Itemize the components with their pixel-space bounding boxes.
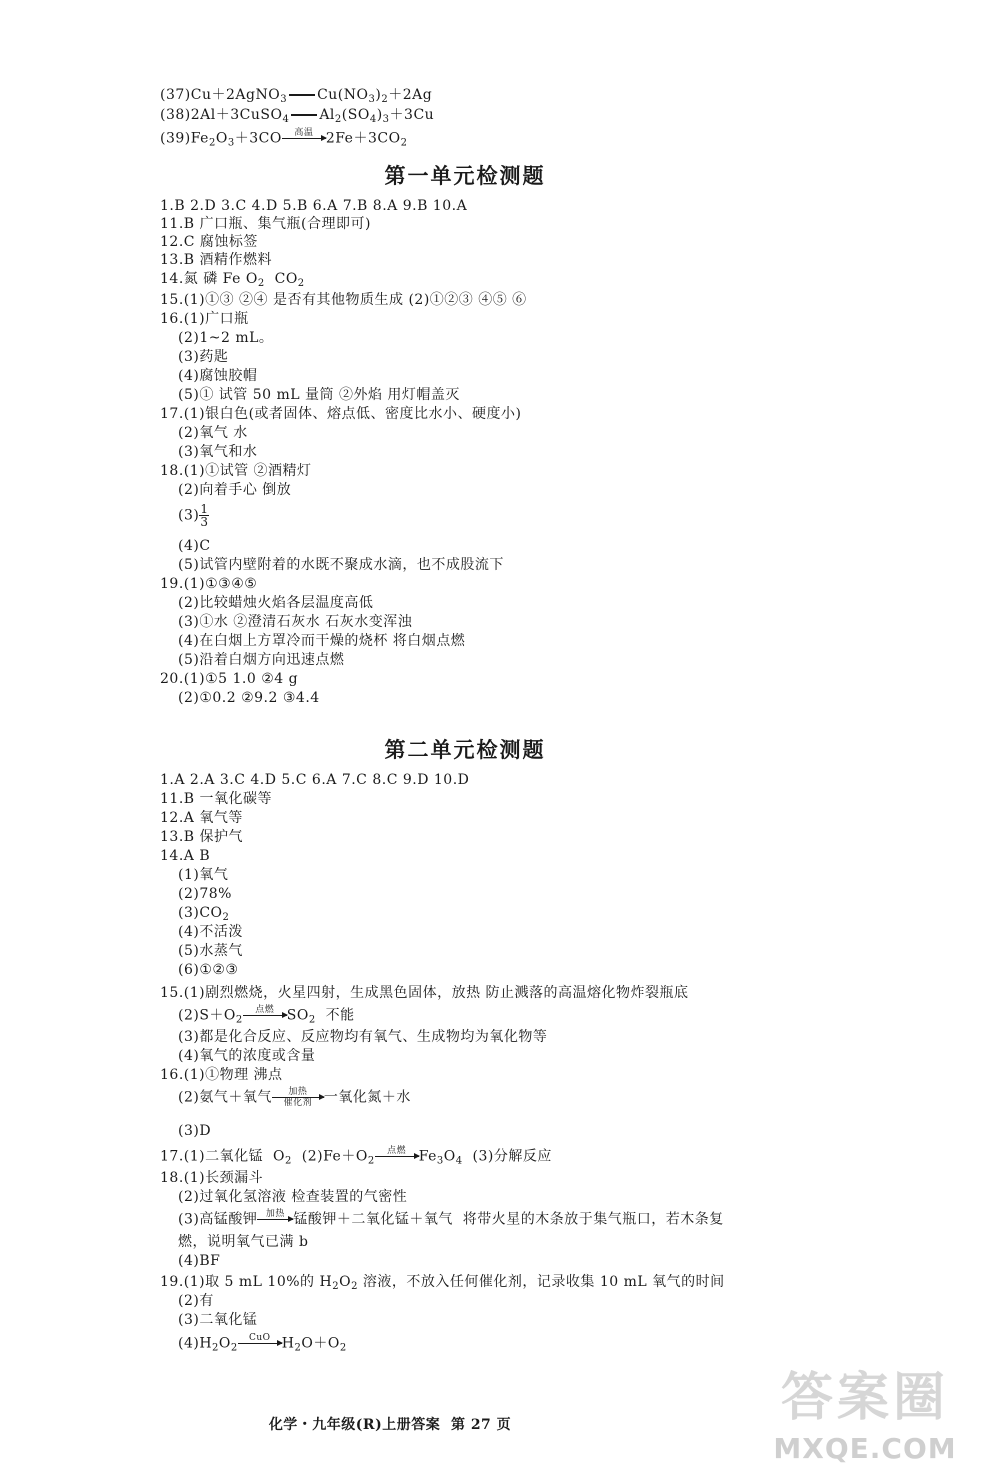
- unit2-answer-1-10: 1.A 2.A 3.C 4.D 5.C 6.A 7.C 8.C 9.D 10.D: [160, 772, 470, 788]
- unit1-answer-19: 19.(1)①③④⑤: [160, 576, 258, 592]
- watermark-title: 答案圈: [780, 1368, 949, 1428]
- unit2-answer-16-3: (3)D: [178, 1123, 212, 1139]
- unit2-answer-11: 11.B 一氧化碳等: [160, 791, 273, 807]
- unit2-answer-18-4: (4)BF: [178, 1253, 221, 1269]
- unit2-answer-14: 14.A B: [160, 848, 211, 864]
- unit2-answer-14-1: (1)氧气: [178, 867, 229, 883]
- watermark-logo: [750, 1345, 980, 1465]
- unit1-answer-16-2: (2)1~2 mL。: [178, 330, 274, 346]
- unit1-answer-20: 20.(1)①5 1.0 ②4 g: [160, 671, 299, 687]
- unit2-answer-15-2: $(2)S+O_2$ 点燃 $SO_2$ 不能: [178, 1005, 355, 1026]
- unit1-answer-19-4: (4)在白烟上方罩冷而干燥的烧杯 将白烟点燃: [178, 633, 466, 649]
- unit1-answer-18-3: (3) $\frac{1}{3}$: [178, 502, 209, 529]
- unit1-answer-17-3: (3)氧气和水: [178, 444, 258, 460]
- reaction-arrow: 高温: [282, 128, 326, 149]
- unit2-answer-15: 15.(1)剧烈燃烧，火星四射，生成黑色固体，放热 防止溅落的高温熔化物炸裂瓶底: [160, 985, 689, 1001]
- unit1-answer-11: 11.B 广口瓶、集气瓶(合理即可): [160, 216, 371, 232]
- unit1-answer-13: 13.B 酒精作燃料: [160, 252, 273, 268]
- unit2-answer-16-2: (2)氨气＋氧气 加热 催化剂 一氧化氮＋水: [178, 1087, 411, 1108]
- unit2-answer-15-3: (3)都是化合反应、反应物均有氧气、生成物均为氧化物等: [178, 1029, 548, 1045]
- unit2-answer-14-5: (5)水蒸气: [178, 943, 243, 959]
- reaction-arrow: 点燃: [375, 1146, 419, 1167]
- unit2-answer-14-2: (2)78%: [178, 886, 232, 902]
- equals-bar: [291, 114, 317, 116]
- reaction-arrow: CuO: [238, 1333, 282, 1354]
- unit1-answer-1-10: 1.B 2.D 3.C 4.D 5.B 6.A 7.B 8.A 9.B 10.A: [160, 198, 468, 214]
- unit2-answer-19-2: (2)有: [178, 1293, 214, 1309]
- unit1-answer-18-5: (5)试管内壁附着的水既不聚成水滴，也不成股流下: [178, 557, 504, 573]
- unit2-title: 第二单元检测题: [384, 738, 546, 762]
- unit2-answer-15-4: (4)氧气的浓度或含量: [178, 1048, 316, 1064]
- unit2-answer-13: 13.B 保护气: [160, 829, 244, 845]
- equation-38: (38)2Al＋3CuSO$_4$ $Al_2(SO_4)_3+3Cu$: [160, 107, 435, 125]
- equation-39: $(39)Fe_2O_3+3CO$ 高温 $2Fe+3CO_2$: [160, 128, 408, 149]
- reaction-arrow: 加热 催化剂: [272, 1087, 324, 1108]
- equals-bar: [289, 94, 315, 96]
- unit1-answer-16: 16.(1)广口瓶: [160, 311, 249, 327]
- unit1-answer-16-4: (4)腐蚀胶帽: [178, 368, 258, 384]
- unit2-answer-19-4: $(4)H_2O_2$ CuO $H_2O+O_2$: [178, 1333, 347, 1354]
- reaction-arrow: 点燃: [243, 1005, 287, 1026]
- unit1-answer-19-5: (5)沿着白烟方向迅速点燃: [178, 652, 345, 668]
- unit1-answer-17-2: (2)氧气 水: [178, 425, 248, 441]
- unit2-answer-12: 12.A 氧气等: [160, 810, 243, 826]
- unit1-answer-12: 12.C 腐蚀标签: [160, 234, 258, 250]
- unit2-answer-17: 17.(1)二氧化锰 $O_2$ $(2)Fe+O_2$ 点燃 $Fe_3O_4$ (3)分解反应: [160, 1146, 552, 1167]
- unit1-answer-17: 17.(1)银白色(或者固体、熔点低、密度比水小、硬度小): [160, 406, 522, 422]
- unit1-title: 第一单元检测题: [384, 164, 546, 188]
- unit2-answer-18-2: (2)过氧化氢溶液 检查装置的气密性: [178, 1189, 408, 1205]
- unit1-answer-20-2: (2)①0.2 ②9.2 ③4.4: [178, 690, 320, 706]
- unit1-answer-16-3: (3)药匙: [178, 349, 229, 365]
- unit2-answer-16: 16.(1)①物理 沸点: [160, 1067, 283, 1083]
- unit1-answer-15: 15.(1)①③ ②④ 是否有其他物质生成 (2)①②③ ④⑤ ⑥: [160, 292, 527, 308]
- unit2-answer-19: 19.(1)取 5 mL 10%的 $H_2O_2$ 溶液，不放入任何催化剂，记录收集 10 mL 氧气的时间: [160, 1274, 725, 1292]
- equation-37: (37)Cu＋2AgNO$_3$ $Cu(NO_3)_2+2Ag$: [160, 87, 433, 105]
- unit2-answer-18-3: (3)高锰酸钾 加热 锰酸钾＋二氧化锰＋氧气 将带火星的木条放于集气瓶口，若木条复: [178, 1209, 724, 1230]
- reaction-arrow: 加热: [257, 1209, 293, 1230]
- unit1-answer-14: 14.氮 磷 Fe $O_2$ $CO_2$: [160, 271, 305, 289]
- unit2-answer-18: 18.(1)长颈漏斗: [160, 1170, 264, 1186]
- unit2-answer-14-6: (6)①②③: [178, 962, 239, 978]
- unit1-answer-19-3: (3)①水 ②澄清石灰水 石灰水变浑浊: [178, 614, 413, 630]
- unit2-answer-14-3: $(3)CO_2$: [178, 905, 230, 923]
- unit2-answer-18-3-cont: 燃，说明氧气已满 b: [178, 1234, 309, 1250]
- unit1-answer-16-5: (5)① 试管 50 mL 量筒 ②外焰 用灯帽盖灭: [178, 387, 460, 403]
- page-footer: 化学・九年级(R)上册答案 第 27 页: [268, 1417, 512, 1433]
- unit1-answer-18-4: (4)C: [178, 538, 211, 554]
- fraction: $\frac{1}{3}$: [200, 502, 209, 529]
- unit1-answer-18-2: (2)向着手心 倒放: [178, 482, 292, 498]
- unit2-answer-14-4: (4)不活泼: [178, 924, 243, 940]
- unit2-answer-19-3: (3)二氧化锰: [178, 1312, 258, 1328]
- unit1-answer-18: 18.(1)①试管 ②酒精灯: [160, 463, 312, 479]
- watermark-url: MXQE.COM: [773, 1432, 957, 1465]
- unit1-answer-19-2: (2)比较蜡烛火焰各层温度高低: [178, 595, 374, 611]
